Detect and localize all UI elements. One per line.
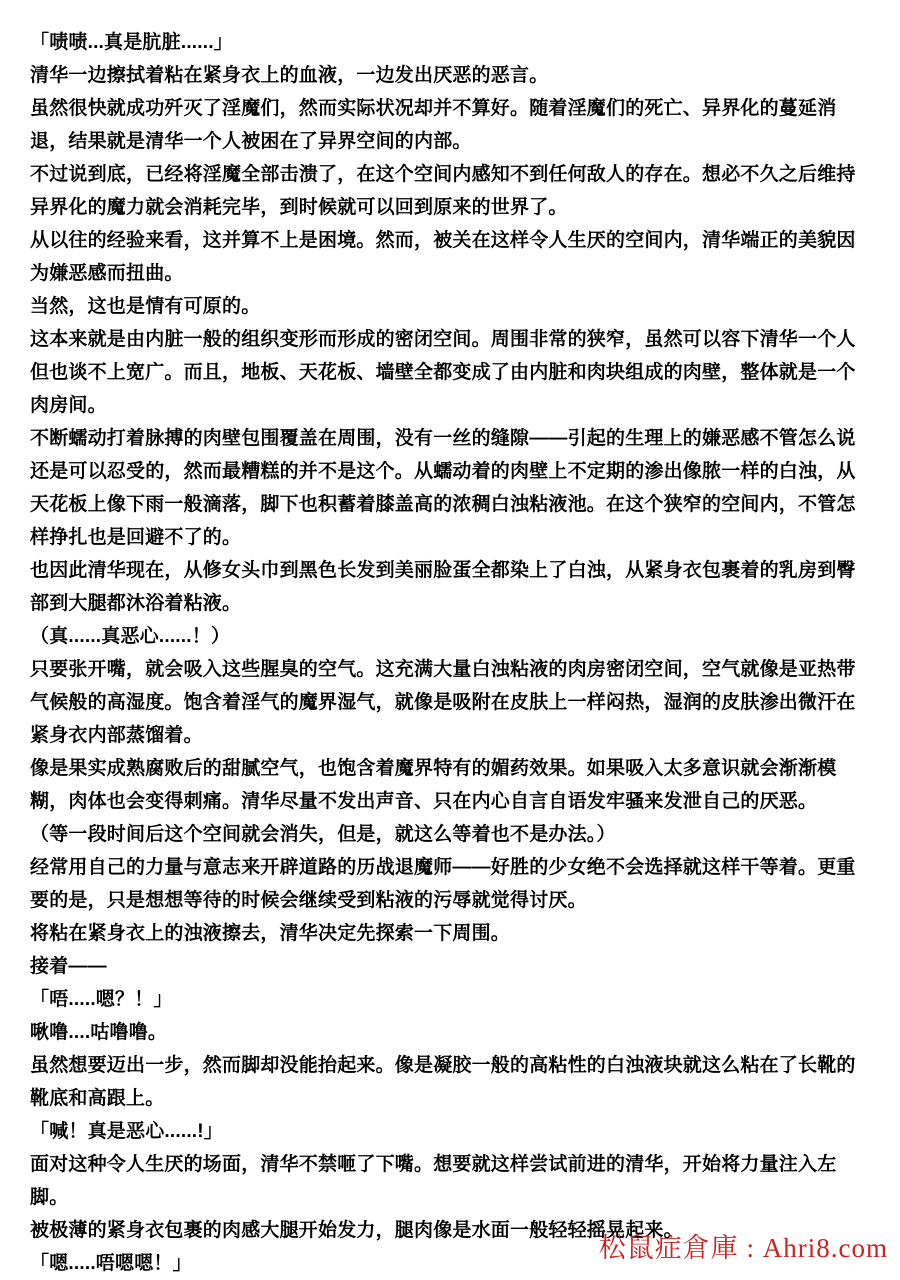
paragraph: 「啧啧...真是肮脏......」 xyxy=(30,32,233,53)
paragraph: 也因此清华现在，从修女头巾到黑色长发到美丽脸蛋全都染上了白浊，从紧身衣包裹着的乳房到臀部到大腿都沐浴着粘液。 xyxy=(30,560,856,614)
paragraph: 当然，这也是情有可原的。 xyxy=(30,296,261,317)
paragraph: 面对这种令人生厌的场面，清华不禁咂了下嘴。想要就这样尝试前进的清华，开始将力量注入左脚。 xyxy=(30,1154,837,1208)
paragraph: 虽然想要迈出一步，然而脚却没能抬起来。像是凝胶一般的高粘性的白浊液块就这么粘在了长靴的靴底和高跟上。 xyxy=(30,1055,856,1109)
paragraph: 像是果实成熟腐败后的甜腻空气，也饱含着魔界特有的媚药效果。如果吸入太多意识就会渐渐模糊，肉体也会变得刺痛。清华尽量不发出声音、只在内心自言自语发牢骚来发泄自己的厌恶。 xyxy=(30,758,837,812)
paragraph: 将粘在紧身衣上的浊液擦去，清华决定先探索一下周围。 xyxy=(30,923,511,944)
paragraph: 接着—— xyxy=(30,956,107,977)
paragraph: 不过说到底，已经将淫魔全部击溃了，在这个空间内感知不到任何敌人的存在。想必不久之后维持异界化的魔力就会消耗完毕，到时候就可以回到原来的世界了。 xyxy=(30,164,856,218)
paragraph: 这本来就是由内脏一般的组织变形而形成的密闭空间。周围非常的狭窄，虽然可以容下清华一个人但也谈不上宽广。而且，地板、天花板、墙壁全都变成了由内脏和肉块组成的肉壁，整体就是一个肉房间。 xyxy=(30,329,856,416)
paragraph: 只要张开嘴，就会吸入这些腥臭的空气。这充满大量白浊粘液的肉房密闭空间，空气就像是亚热带气候般的高湿度。饱含着淫气的魔界湿气，就像是吸附在皮肤上一样闷热，湿润的皮肤渗出微汗在紧身衣内部蒸馏着。 xyxy=(30,659,856,746)
paragraph: 「喊！真是恶心......!」 xyxy=(30,1121,224,1142)
paragraph: 清华一边擦拭着粘在紧身衣上的血液，一边发出厌恶的恶言。 xyxy=(30,65,549,86)
watermark: 松鼠症倉庫 : Ahri8.com xyxy=(598,1233,888,1263)
paragraph: 虽然很快就成功歼灭了淫魔们，然而实际状况却并不算好。随着淫魔们的死亡、异界化的蔓延消退，结果就是清华一个人被困在了异界空间的内部。 xyxy=(30,98,837,152)
paragraph: 「唔.....嗯？！」 xyxy=(30,989,173,1010)
paragraph: 「嗯.....唔嗯嗯！」 xyxy=(30,1253,192,1274)
paragraph: 被极薄的紧身衣包裹的肉感大腿开始发力，腿肉像是水面一般轻轻摇晃起来。 xyxy=(30,1220,683,1241)
paragraph: （真......真恶心......！） xyxy=(30,626,231,647)
paragraph: （等一段时间后这个空间就会消失，但是，就这么等着也不是办法。） xyxy=(30,824,616,845)
paragraph: 经常用自己的力量与意志来开辟道路的历战退魔师——好胜的少女绝不会选择就这样干等着。更重要的是，只是想想等待的时候会继续受到粘液的污辱就觉得讨厌。 xyxy=(30,857,856,911)
paragraph: 从以往的经验来看，这并算不上是困境。然而，被关在这样令人生厌的空间内，清华端正的美貌因为嫌恶感而扭曲。 xyxy=(30,230,856,284)
paragraph: 不断蠕动打着脉搏的肉壁包围覆盖在周围，没有一丝的缝隙——引起的生理上的嫌恶感不管怎么说还是可以忍受的，然而最糟糕的并不是这个。从蠕动着的肉壁上不定期的渗出像脓一样的白浊，从天花板上像下雨一般滴落，脚下也积蓄着膝盖高的浓稠白浊粘液池。在这个狭窄的空间内，不管怎样挣扎也是回避不了的。 xyxy=(30,428,856,548)
paragraph: 啾噜....咕噜噜。 xyxy=(30,1022,168,1043)
story-text xyxy=(30,26,872,1280)
